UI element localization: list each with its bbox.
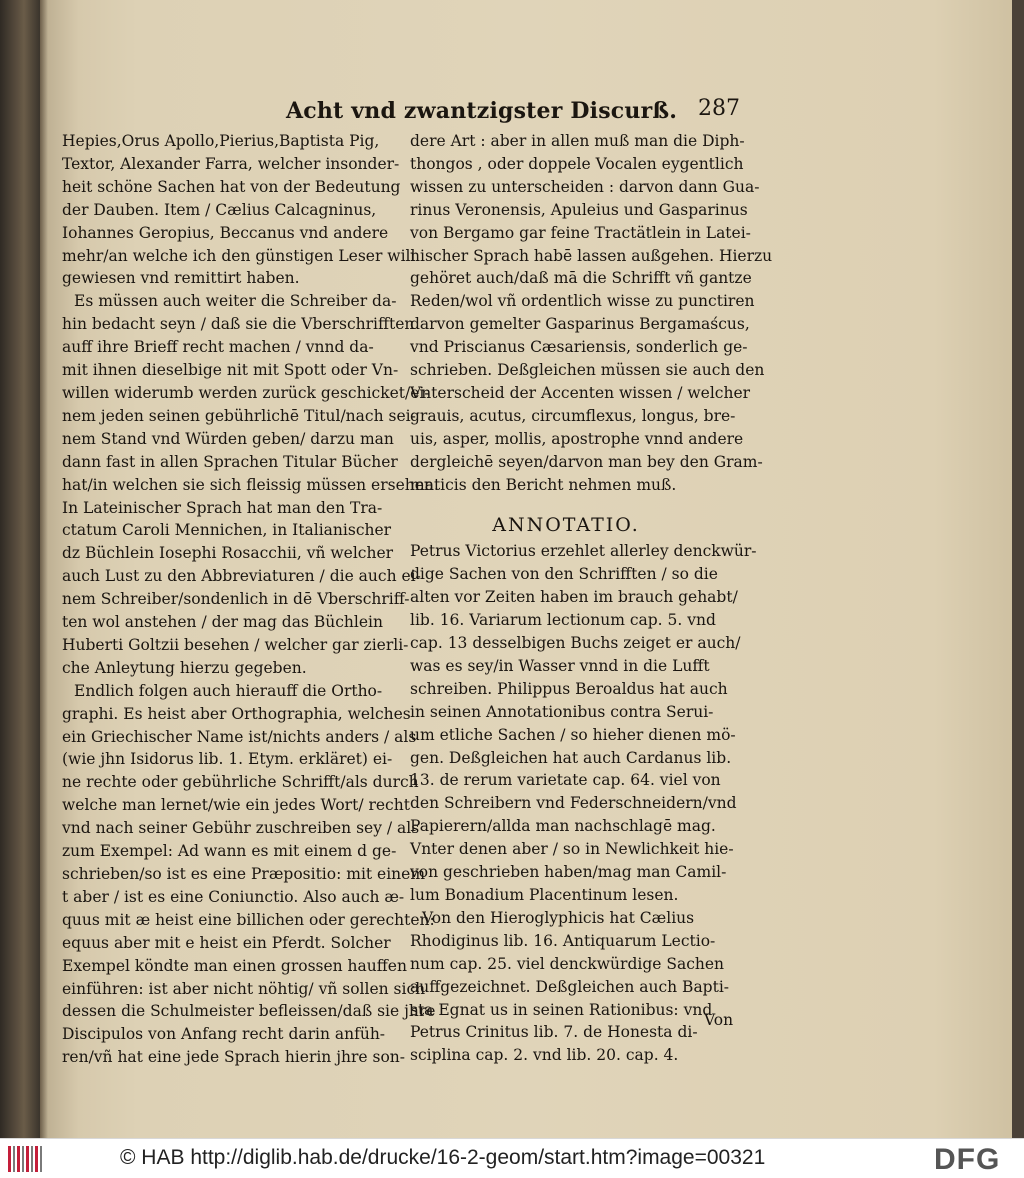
running-head: Acht vnd zwantzigster Discurß.	[286, 98, 678, 124]
text-line: den Schreibern vnd Federschneidern/vnd	[410, 794, 737, 813]
text-line: Vnterscheid der Accenten wissen / welcher	[410, 383, 751, 402]
text-line: schrieben/so ist es eine Præpositio: mit einem	[62, 865, 426, 883]
text-line: Es müssen auch weiter die Schreiber da-	[74, 292, 397, 311]
text-line: gehöret auch/daß mā die Schrifft vñ gantze	[410, 269, 752, 288]
text-line: darvon gemelter Gasparinus Bergamaścus,	[410, 315, 750, 334]
text-line: schrieben. Deßgleichen müssen sie auch den	[410, 361, 765, 380]
text-line: von geschrieben haben/mag man Camil-	[410, 863, 727, 882]
right-column-top-text	[410, 130, 773, 497]
text-line: mehr/an welche ich den günstigen Leser will	[62, 246, 416, 265]
text-line: dessen die Schulmeister befleissen/daß sie jhre	[62, 1002, 436, 1021]
text-line: ctatum Caroli Mennichen, in Italianischer	[62, 521, 392, 540]
text-line: gen. Deßgleichen hat auch Cardanus lib.	[410, 748, 732, 767]
barcode-icon	[8, 1146, 46, 1172]
text-line: ne rechte oder gebührliche Schrifft/als durch	[62, 773, 419, 792]
text-line: einführen: ist aber nicht nöhtig/ vñ sollen sich	[62, 979, 426, 998]
text-line: von Bergamo gar feine Tractätlein in Latei-	[410, 223, 751, 242]
text-line: um etliche Sachen / so hieher dienen mö-	[410, 725, 736, 744]
text-line: lib. 16. Variarum lectionum cap. 5. vnd	[410, 611, 716, 630]
text-line: dergleichē seyen/darvon man bey den Gram-	[410, 452, 763, 471]
text-line: nem Schreiber/sondenlich in dē Vberschriff-	[62, 590, 410, 609]
text-line: dann fast in allen Sprachen Titular Bücher	[62, 452, 398, 471]
dfg-logo: DFG	[934, 1143, 1001, 1176]
viewer-left-edge	[0, 0, 40, 1138]
text-line: alten vor Zeiten haben im brauch gehabt/	[410, 588, 738, 607]
text-line: grauis, acutus, circumflexus, longus, bre-	[410, 406, 736, 425]
text-line: Von den Hieroglyphicis hat Cælius	[422, 908, 695, 927]
right-text-column	[410, 130, 773, 1067]
text-line: auch Lust zu den Abbreviaturen / die auch ei-	[62, 567, 421, 586]
text-line: der Dauben. Item / Cælius Calcagninus,	[62, 200, 377, 219]
text-line: che Anleytung hierzu gegeben.	[62, 658, 307, 677]
text-line: Reden/wol vñ ordentlich wisse zu punctiren	[410, 292, 755, 311]
text-line: hat/in welchen sie sich fleissig müssen ersehen.	[62, 475, 439, 494]
copyright-url[interactable]: © HAB http://diglib.hab.de/drucke/16-2-geom/start.htm?image=00321	[120, 1146, 766, 1169]
page-number: 287	[698, 96, 740, 121]
text-line: mit ihnen dieselbige nit mit Spott oder Vn-	[62, 361, 399, 380]
text-line: auffgezeichnet. Deßgleichen auch Bapti-	[410, 977, 730, 996]
text-line: ren/vñ hat eine jede Sprach hierin jhre son-	[62, 1048, 406, 1067]
text-line: equus aber mit e heist ein Pferdt. Solcher	[62, 933, 391, 952]
text-line: dere Art : aber in allen muß man die Diph-	[410, 132, 745, 150]
text-line: In Lateinischer Sprach hat man den Tra-	[62, 498, 383, 517]
text-line: num cap. 25. viel denckwürdige Sachen	[410, 954, 725, 973]
text-line: Rhodiginus lib. 16. Antiquarum Lectio-	[410, 931, 716, 950]
text-line: ten wol anstehen / der mag das Büchlein	[62, 613, 383, 632]
text-line: Hepies,Orus Apollo,Pierius,Baptista Pig,	[62, 132, 380, 150]
text-line: lum Bonadium Placentinum lesen.	[410, 886, 679, 904]
text-line: ein Griechischer Name ist/nichts anders / als	[62, 727, 417, 746]
text-line: rinus Veronensis, Apuleius und Gasparinus	[410, 200, 748, 219]
text-line: heit schöne Sachen hat von der Bedeutung	[62, 177, 401, 196]
text-line: wissen zu unterscheiden : darvon dann Gua-	[410, 177, 760, 196]
text-line: schreiben. Philippus Beroaldus hat auch	[410, 679, 728, 698]
text-line: nem jeden seinen gebührlichē Titul/nach sei-	[62, 406, 416, 425]
text-line: uis, asper, mollis, apostrophe vnnd andere	[410, 429, 744, 448]
text-line: was es sey/in Wasser vnnd in die Lufft	[410, 656, 710, 675]
text-line: vnd Priscianus Cæsariensis, sonderlich ge-	[410, 338, 748, 357]
text-line: hin bedacht seyn / daß sie die Vberschrifften	[62, 315, 415, 334]
text-line: Textor, Alexander Farra, welcher insonder-	[62, 154, 400, 173]
text-line: sciplina cap. 2. vnd lib. 20. cap. 4.	[410, 1046, 679, 1065]
page-gutter-shadow	[40, 0, 48, 1138]
text-line: Huberti Goltzii besehen / welcher gar zierli-	[62, 635, 409, 654]
text-line: dige Sachen von den Schrifften / so die	[410, 565, 718, 584]
text-line: nem Stand vnd Würden geben/ darzu man	[62, 429, 394, 448]
annotatio-text	[410, 540, 757, 1067]
text-line: sta Egnat us in seinen Rationibus: vnd	[410, 1000, 713, 1019]
viewer-right-edge	[1012, 0, 1024, 1138]
text-line: auff ihre Brieff recht machen / vnnd da-	[62, 338, 374, 357]
text-line: Papierern/allda man nachschlagē mag.	[410, 817, 716, 836]
text-line: gewiesen vnd remittirt haben.	[62, 269, 300, 288]
left-text-column	[62, 130, 439, 1069]
text-line: (wie jhn Isidorus lib. 1. Etym. erkläret) ei-	[62, 750, 393, 769]
text-line: Vnter denen aber / so in Newlichkeit hie-	[410, 840, 734, 859]
text-line: Petrus Crinitus lib. 7. de Honesta di-	[410, 1023, 698, 1042]
text-line: graphi. Es heist aber Orthographia, welches	[62, 704, 411, 723]
text-line: welche man lernet/wie ein jedes Wort/ recht	[62, 796, 410, 815]
text-line: nischer Sprach habē lassen außgehen. Hierzu	[410, 246, 773, 265]
text-line: t aber / ist es eine Coniunctio. Also auch æ-	[62, 887, 405, 906]
footer-bar	[0, 1138, 1024, 1178]
text-line: vnd nach seiner Gebühr zuschreiben sey / als	[62, 819, 420, 838]
text-line: 13. de rerum varietate cap. 64. viel von	[410, 771, 721, 790]
text-line: Iohannes Geropius, Beccanus vnd andere	[62, 223, 389, 242]
annotatio-heading: ANNOTATIO.	[492, 513, 640, 536]
text-line: cap. 13 desselbigen Buchs zeiget er auch/	[410, 634, 741, 653]
text-line: Discipulos von Anfang recht darin anfüh-	[62, 1025, 386, 1044]
text-line: willen widerumb werden zurück geschicket/ei-	[62, 383, 430, 402]
text-line: in seinen Annotationibus contra Serui-	[410, 702, 714, 721]
text-line: dz Büchlein Iosephi Rosacchii, vñ welcher	[62, 544, 394, 563]
text-line: maticis den Bericht nehmen muß.	[410, 475, 677, 494]
text-line: Petrus Victorius erzehlet allerley denckwür-	[410, 542, 757, 561]
text-line: Endlich folgen auch hierauff die Ortho-	[74, 681, 383, 700]
text-line: quus mit æ heist eine billichen oder gerechten:	[62, 910, 435, 929]
text-line: thongos , oder doppele Vocalen eygentlich	[410, 154, 744, 173]
text-line: zum Exempel: Ad wann es mit einem d ge-	[62, 842, 397, 861]
catchword: Von	[704, 1011, 734, 1029]
text-line: Exempel köndte man einen grossen hauffen	[62, 956, 407, 975]
